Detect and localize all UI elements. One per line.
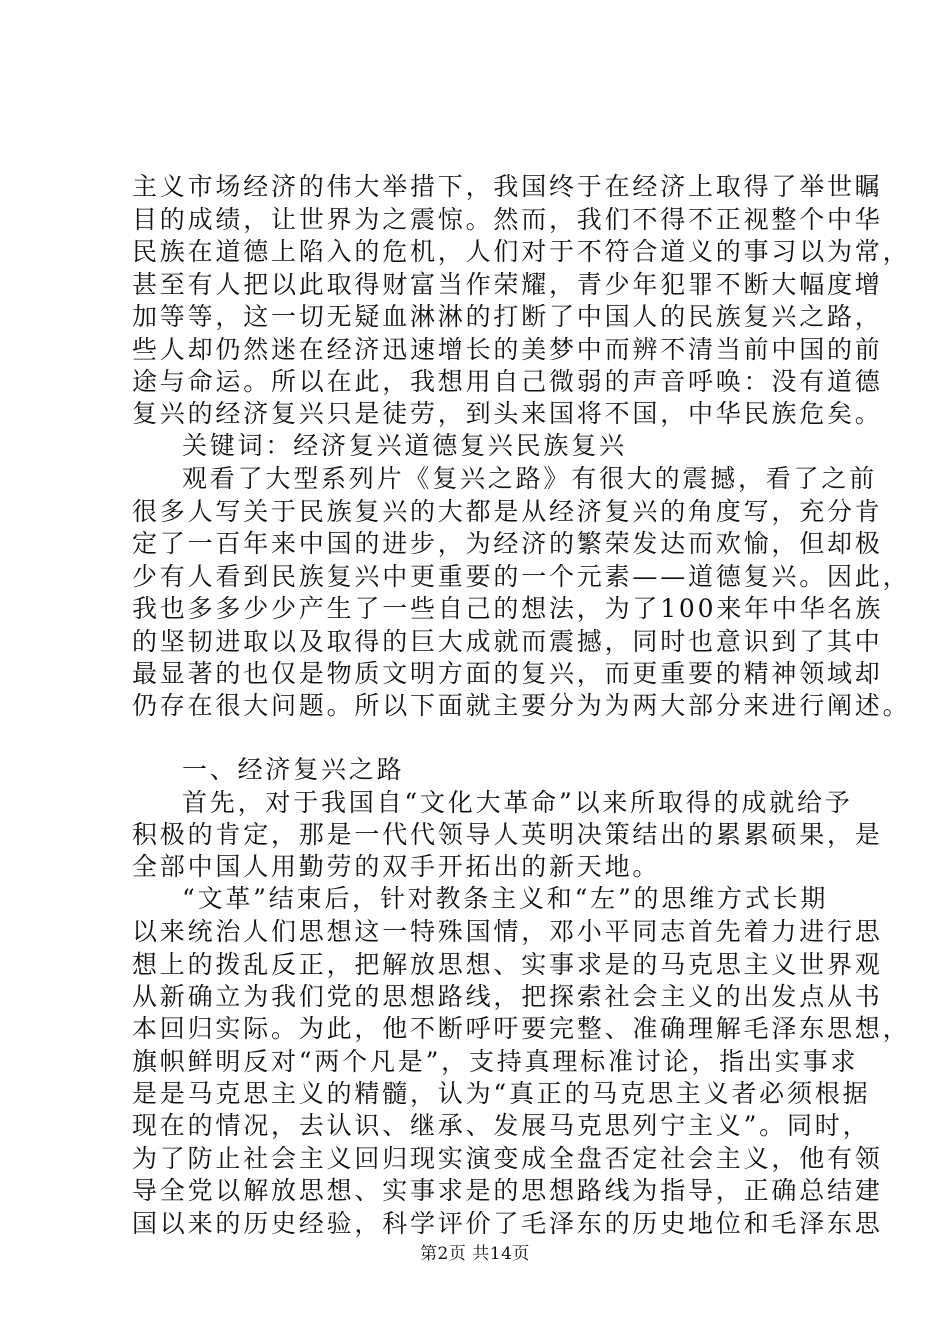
text-line: 仍存在很大问题。所以下面就主要分为为两大部分来进行阐述。 bbox=[132, 691, 911, 720]
text-line: 途与命运。所以在此，我想用自己微弱的声音呼唤：没有道德 bbox=[132, 367, 883, 396]
text-line: 加等等，这一切无疑血淋淋的打断了中国人的民族复兴之路， bbox=[132, 302, 883, 331]
text-line: 些人却仍然迷在经济迅速增长的美梦中而辨不清当前中国的前 bbox=[132, 335, 883, 364]
text-line: 的坚韧进取以及取得的巨大成就而震撼，同时也意识到了其中 bbox=[132, 627, 883, 656]
text-line: 我也多多少少产生了一些自己的想法，为了100来年中华名族 bbox=[132, 594, 884, 623]
text-line: 以来统治人们思想这一特殊国情，邓小平同志首先着力进行思 bbox=[132, 917, 883, 946]
text-line: 旗帜鲜明反对“两个凡是”，支持真理标准讨论，指出实事求 bbox=[132, 1047, 859, 1076]
paragraph-first-line: 首先，对于我国自“文化大革命”以来所取得的成就给予 bbox=[182, 788, 853, 817]
text-line: 目的成绩，让世界为之震惊。然而，我们不得不正视整个中华 bbox=[132, 205, 883, 234]
text-line: 少有人看到民族复兴中更重要的一个元素——道德复兴。因此， bbox=[132, 562, 911, 591]
text-line: 甚至有人把以此取得财富当作荣耀，青少年犯罪不断大幅度增 bbox=[132, 270, 883, 299]
text-line: 想上的拨乱反正，把解放思想、实事求是的马克思主义世界观 bbox=[132, 950, 883, 979]
text-line: 全部中国人用勤劳的双手开拓出的新天地。 bbox=[132, 852, 661, 881]
paragraph-first-line: 观看了大型系列片《复兴之路》有很大的震撼，看了之前 bbox=[182, 464, 878, 493]
text-line: 民族在道德上陷入的危机，人们对于不符合道义的事习以为常， bbox=[132, 237, 911, 266]
text-line: 主义市场经济的伟大举措下，我国终于在经济上取得了举世瞩 bbox=[132, 172, 883, 201]
text-line: 定了一百年来中国的进步，为经济的繁荣发达而欢愉，但却极 bbox=[132, 529, 883, 558]
page-number-footer: 第2页 共14页 bbox=[420, 1244, 530, 1264]
text-line: 现在的情况，去认识、继承、发展马克思列宁主义”。同时， bbox=[132, 1111, 871, 1140]
section-heading: 一、经济复兴之路 bbox=[182, 755, 405, 784]
keywords-line: 关键词：经济复兴道德复兴民族复兴 bbox=[182, 431, 627, 460]
text-line: 很多人写关于民族复兴的大都是从经济复兴的角度写，充分肯 bbox=[132, 497, 883, 526]
text-line: 本回归实际。为此，他不断呼吁要完整、准确理解毛泽东思想， bbox=[132, 1014, 911, 1043]
text-line: 导全党以解放思想、实事求是的思想路线为指导，正确总结建 bbox=[132, 1176, 883, 1205]
paragraph-first-line: “文革”结束后，针对教条主义和“左”的思维方式长期 bbox=[182, 884, 829, 913]
text-line: 从新确立为我们党的思想路线，把探索社会主义的出发点从书 bbox=[132, 982, 883, 1011]
text-line: 是是马克思主义的精髓，认为“真正的马克思主义者必须根据 bbox=[132, 1079, 871, 1108]
text-line: 积极的肯定，那是一代代领导人英明决策结出的累累硕果，是 bbox=[132, 820, 883, 849]
text-line: 复兴的经济复兴只是徒劳，到头来国将不国，中华民族危矣。 bbox=[132, 399, 883, 428]
text-line: 最显著的也仅是物质文明方面的复兴，而更重要的精神领域却 bbox=[132, 659, 883, 688]
text-line: 国以来的历史经验，科学评价了毛泽东的历史地位和毛泽东思 bbox=[132, 1209, 883, 1238]
text-line: 为了防止社会主义回归现实演变成全盘否定社会主义，他有领 bbox=[132, 1144, 883, 1173]
